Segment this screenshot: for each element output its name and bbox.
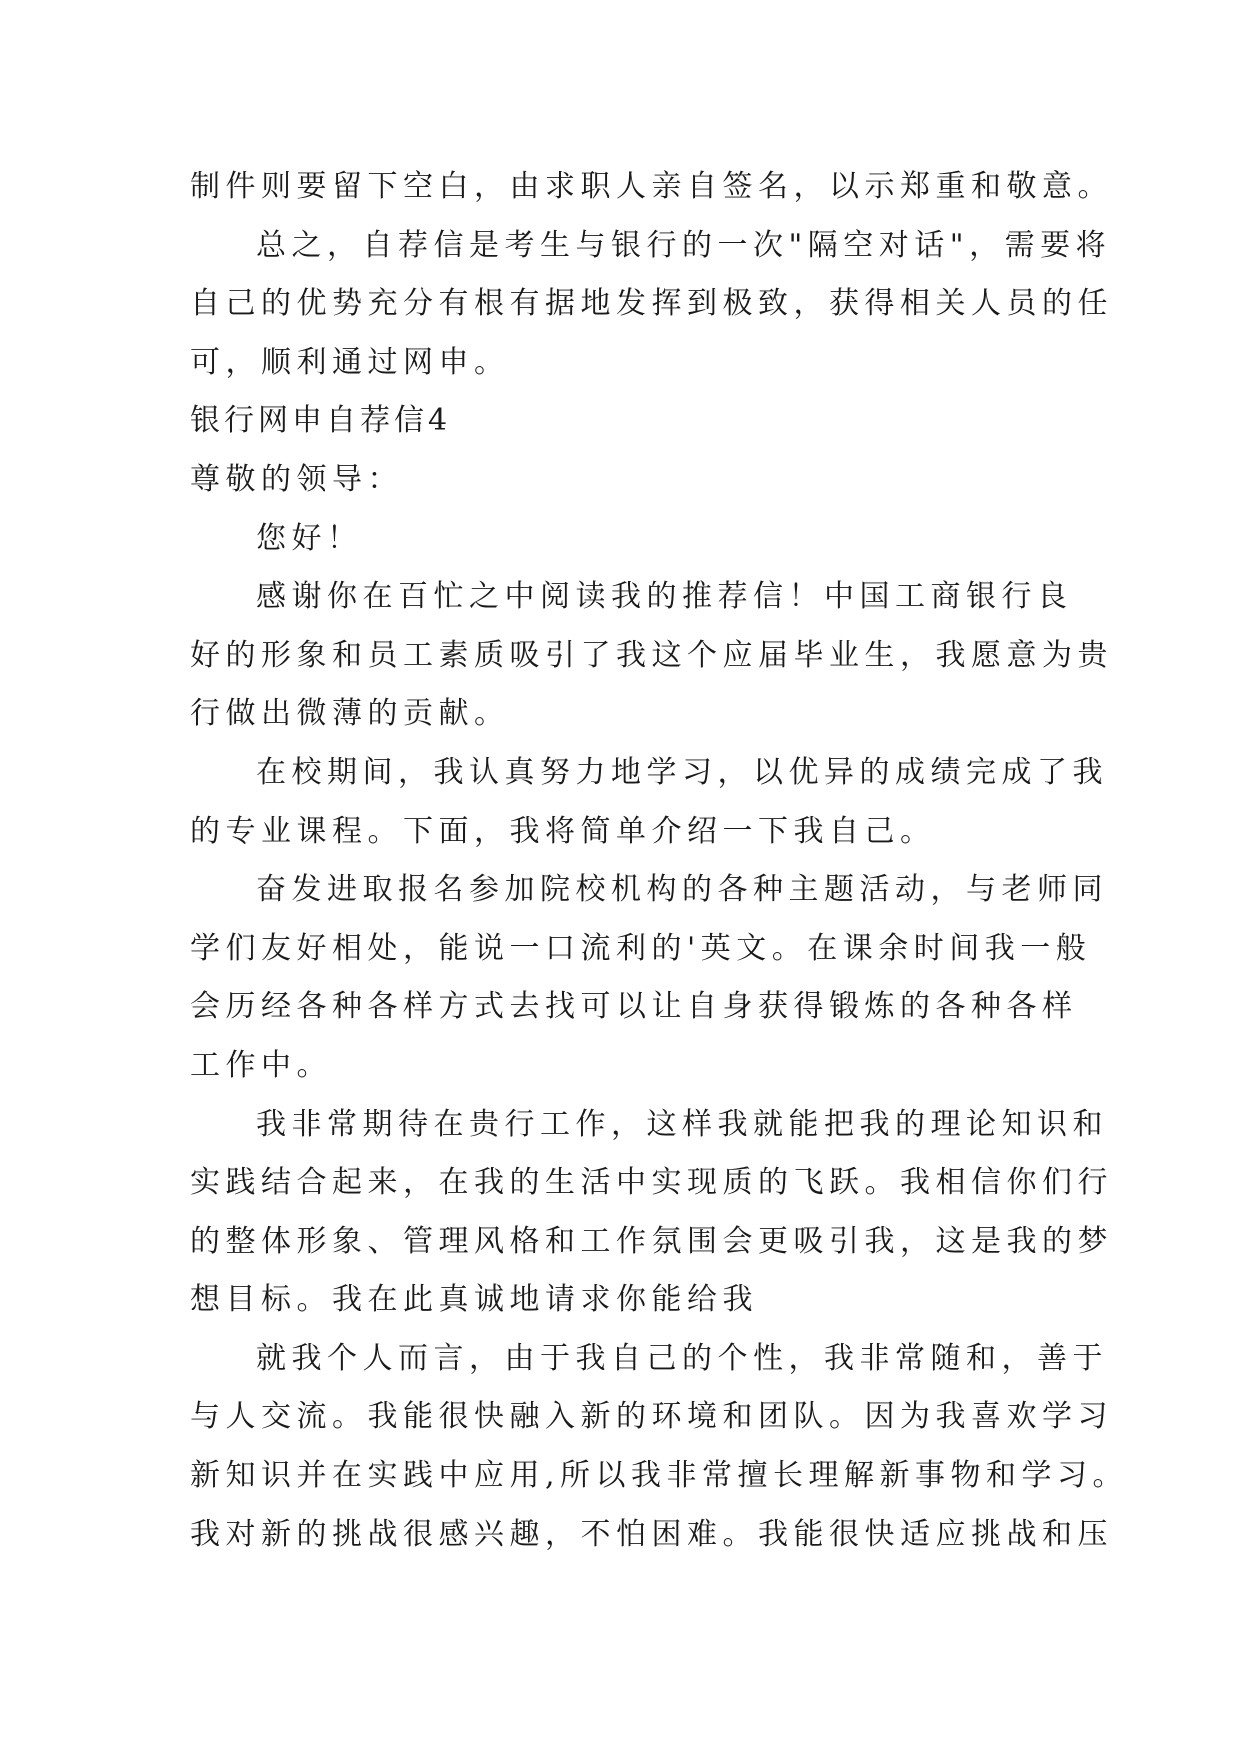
text-line: 会历经各种各样方式去找可以让自身获得锻炼的各种各样	[190, 989, 1078, 1025]
text-line: 自己的优势充分有根有据地发挥到极致，获得相关人员的任	[190, 286, 1113, 322]
text-line: 想目标。我在此真诚地请求你能给我	[190, 1282, 758, 1318]
text-line: 的整体形象、管理风格和工作氛围会更吸引我，这是我的梦	[190, 1223, 1113, 1259]
text-line: 工作中。	[190, 1047, 332, 1083]
section-heading: 银行网申自荐信4	[190, 403, 452, 439]
text-line: 行做出微薄的贡献。	[190, 696, 510, 732]
text-line: 好的形象和员工素质吸引了我这个应届毕业生，我愿意为贵	[190, 637, 1113, 673]
paragraph-first-line: 在校期间，我认真努力地学习，以优异的成绩完成了我	[256, 754, 1108, 790]
paragraph-first-line: 奋发进取报名参加院校机构的各种主题活动，与老师同	[256, 872, 1108, 908]
salutation: 尊敬的领导：	[190, 461, 403, 497]
text-line: 新知识并在实践中应用,所以我非常擅长理解新事物和学习。	[190, 1458, 1129, 1494]
paragraph-first-line: 总之，自荐信是考生与银行的一次"隔空对话"，需要将	[256, 227, 1112, 263]
text-line: 的专业课程。下面，我将简单介绍一下我自己。	[190, 813, 936, 849]
text-line: 与人交流。我能很快融入新的环境和团队。因为我喜欢学习	[190, 1399, 1113, 1435]
paragraph-first-line: 感谢你在百忙之中阅读我的推荐信！中国工商银行良	[256, 579, 1073, 615]
paragraph-first-line: 我非常期待在贵行工作，这样我就能把我的理论知识和	[256, 1106, 1108, 1142]
text-line: 学们友好相处，能说一口流利的'英文。在课余时间我一般	[190, 930, 1092, 966]
greeting: 您好！	[256, 520, 363, 556]
document-page	[190, 158, 1129, 1564]
text-line: 可，顺利通过网申。	[190, 344, 510, 380]
text-line: 制件则要留下空白，由求职人亲自签名，以示郑重和敬意。	[190, 169, 1113, 204]
text-line: 我对新的挑战很感兴趣，不怕困难。我能很快适应挑战和压	[190, 1516, 1113, 1552]
text-line: 实践结合起来，在我的生活中实现质的飞跃。我相信你们行	[190, 1165, 1113, 1201]
paragraph-first-line: 就我个人而言，由于我自己的个性，我非常随和，善于	[256, 1340, 1108, 1376]
